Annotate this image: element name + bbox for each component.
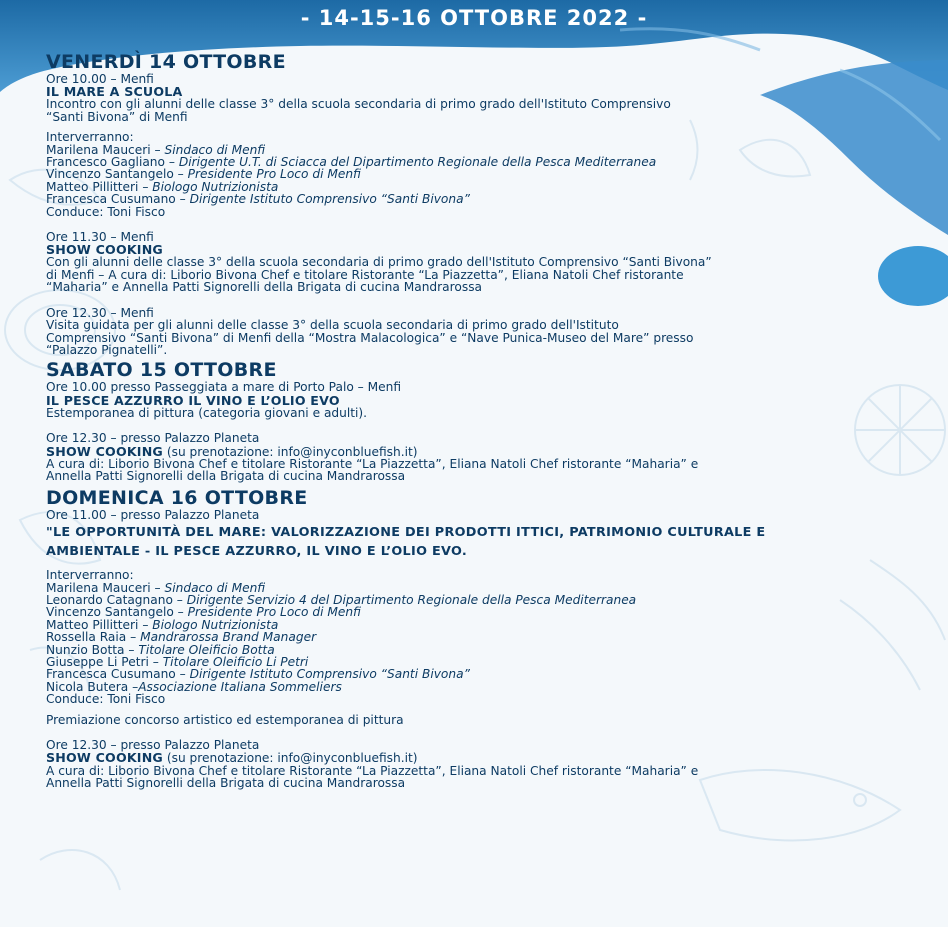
- event-time: Ore 11.00 – presso Palazzo Planeta: [46, 507, 260, 522]
- event-description: Incontro con gli alunni delle classe 3° della scuola secondaria di primo grado dell'Istituto Comprensivo: [46, 97, 671, 112]
- speaker-name: Marilena Mauceri –: [46, 580, 165, 595]
- event-title: SHOW COOKING: [46, 750, 163, 766]
- event-host: Conduce: Toni Fisco: [46, 692, 166, 707]
- award-note: Premiazione concorso artistico ed estemporanea di pittura: [46, 712, 404, 727]
- speaker-name: Marilena Mauceri –: [46, 142, 165, 157]
- speaker-name: Vincenzo Santangelo –: [46, 167, 188, 182]
- speaker-role: Sindaco di Menfi: [164, 142, 266, 157]
- event-host: Conduce: Toni Fisco: [46, 204, 166, 219]
- speakers-label: Interverranno:: [46, 130, 134, 145]
- speaker-role: Dirigente Istituto Comprensivo “Santi Bivona”: [189, 667, 470, 682]
- day-heading-saturday: SABATO 15 OTTOBRE: [46, 359, 277, 382]
- speaker-line: [46, 681, 916, 693]
- speaker-name: Giuseppe Li Petri –: [46, 655, 163, 669]
- speaker-name: Vincenzo Santangelo –: [46, 605, 188, 620]
- speaker-role: Sindaco di Menfi: [164, 580, 266, 595]
- event-description: A cura di: Liborio Bivona Chef e titolare Ristorante “La Piazzetta”, Eliana Natoli Chef ristorante “Maharia” e: [46, 456, 699, 471]
- event-description: “Santi Bivona” di Menfi: [46, 109, 188, 124]
- date-banner: [0, 0, 948, 40]
- event-description: di Menfi – A cura di: Liborio Bivona Chef e titolare Ristorante “La Piazzetta”, Eliana Natoli Chef ristorante: [46, 267, 684, 282]
- speaker-role: Associazione Italiana Sommeliers: [138, 679, 342, 694]
- booking-note: (su prenotazione: info@inyconbluefish.it): [162, 751, 418, 766]
- event-description: Annella Patti Signorelli della Brigata di cucina Mandrarossa: [46, 469, 406, 484]
- event-description: Estemporanea di pittura (categoria giovani e adulti).: [46, 405, 368, 420]
- program-content: [46, 52, 916, 790]
- event-description: A cura di: Liborio Bivona Chef e titolare Ristorante “La Piazzetta”, Eliana Natoli Chef ristorante “Maharia” e: [46, 763, 699, 778]
- event-time: Ore 10.00 – Menfi: [46, 72, 154, 86]
- speaker-line: [46, 193, 916, 205]
- event-dates: - 14-15-16 OTTOBRE 2022 -: [300, 6, 648, 30]
- speaker-name: Matteo Pillitteri –: [46, 179, 153, 194]
- event-description: Con gli alunni delle classe 3° della scuola secondaria di primo grado dell'Istituto Comprensivo “Santi Bivona”: [46, 255, 712, 270]
- event-title: AMBIENTALE - IL PESCE AZZURRO, IL VINO E L’OLIO EVO.: [46, 544, 468, 560]
- event-title: IL PESCE AZZURRO IL VINO E L’OLIO EVO: [46, 392, 340, 408]
- event-time: Ore 12.30 – Menfi: [46, 305, 154, 320]
- speaker-name: Matteo Pillitteri –: [46, 617, 153, 632]
- event-title-line: [46, 445, 916, 458]
- event-description: “Maharia” e Annella Patti Signorelli della Brigata di cucina Mandrarossa: [46, 280, 483, 295]
- speaker-role: Biologo Nutrizionista: [152, 179, 279, 194]
- day-heading-friday: VENERDÌ 14 OTTOBRE: [46, 51, 286, 73]
- event-title-line: [46, 751, 916, 764]
- event-title: IL MARE A SCUOLA: [46, 84, 183, 100]
- speaker-role: Presidente Pro Loco di Menfi: [187, 167, 361, 182]
- event-time: Ore 12.30 – presso Palazzo Planeta: [46, 738, 260, 753]
- speaker-name: Francesca Cusumano –: [46, 192, 190, 207]
- event-time: Ore 11.30 – Menfi: [46, 230, 154, 245]
- event-description: “Palazzo Pignatelli”.: [46, 342, 168, 357]
- speaker-role: Mandrarossa Brand Manager: [140, 630, 317, 645]
- speaker-role: Dirigente U.T. di Sciacca del Dipartimento Regionale della Pesca Mediterranea: [178, 155, 657, 170]
- speaker-role: Dirigente Istituto Comprensivo “Santi Bivona”: [189, 192, 470, 207]
- booking-note: (su prenotazione: info@inyconbluefish.it): [162, 444, 418, 459]
- event-time: Ore 12.30 – presso Palazzo Planeta: [46, 431, 260, 446]
- speaker-role: Titolare Oleificio Li Petri: [162, 655, 309, 669]
- speaker-role: Presidente Pro Loco di Menfi: [187, 605, 361, 620]
- event-description: Visita guidata per gli alunni delle classe 3° della scuola secondaria di primo grado dell'Istituto: [46, 318, 619, 333]
- event-description: Annella Patti Signorelli della Brigata di cucina Mandrarossa: [46, 776, 406, 791]
- event-description: Comprensivo “Santi Bivona” di Menfi della “Mostra Malacologica” e “Nave Punica-Museo del Mare” presso: [46, 330, 694, 345]
- speaker-name: Francesco Gagliano –: [46, 155, 179, 170]
- event-title: "LE OPPORTUNITÀ DEL MARE: VALORIZZAZIONE DEI PRODOTTI ITTICI, PATRIMONIO CULTURALE E: [46, 525, 766, 541]
- speaker-name: Rossella Raia –: [46, 630, 141, 645]
- day-heading-sunday: DOMENICA 16 OTTOBRE: [46, 486, 308, 509]
- speaker-role: Biologo Nutrizionista: [152, 617, 279, 632]
- event-time: Ore 10.00 presso Passeggiata a mare di Porto Palo – Menfi: [46, 380, 402, 395]
- event-title: SHOW COOKING: [46, 242, 163, 258]
- speaker-name: Nicola Butera –: [46, 679, 139, 694]
- speaker-role: Titolare Oleificio Botta: [138, 642, 275, 657]
- speaker-role: Dirigente Servizio 4 del Dipartimento Regionale della Pesca Mediterranea: [186, 592, 637, 607]
- speakers-label: Interverranno:: [46, 568, 134, 583]
- speaker-name: Leonardo Catagnano –: [46, 592, 187, 607]
- speaker-name: Francesca Cusumano –: [46, 667, 190, 682]
- event-title: SHOW COOKING: [46, 443, 163, 459]
- speaker-name: Nunzio Botta –: [46, 642, 139, 657]
